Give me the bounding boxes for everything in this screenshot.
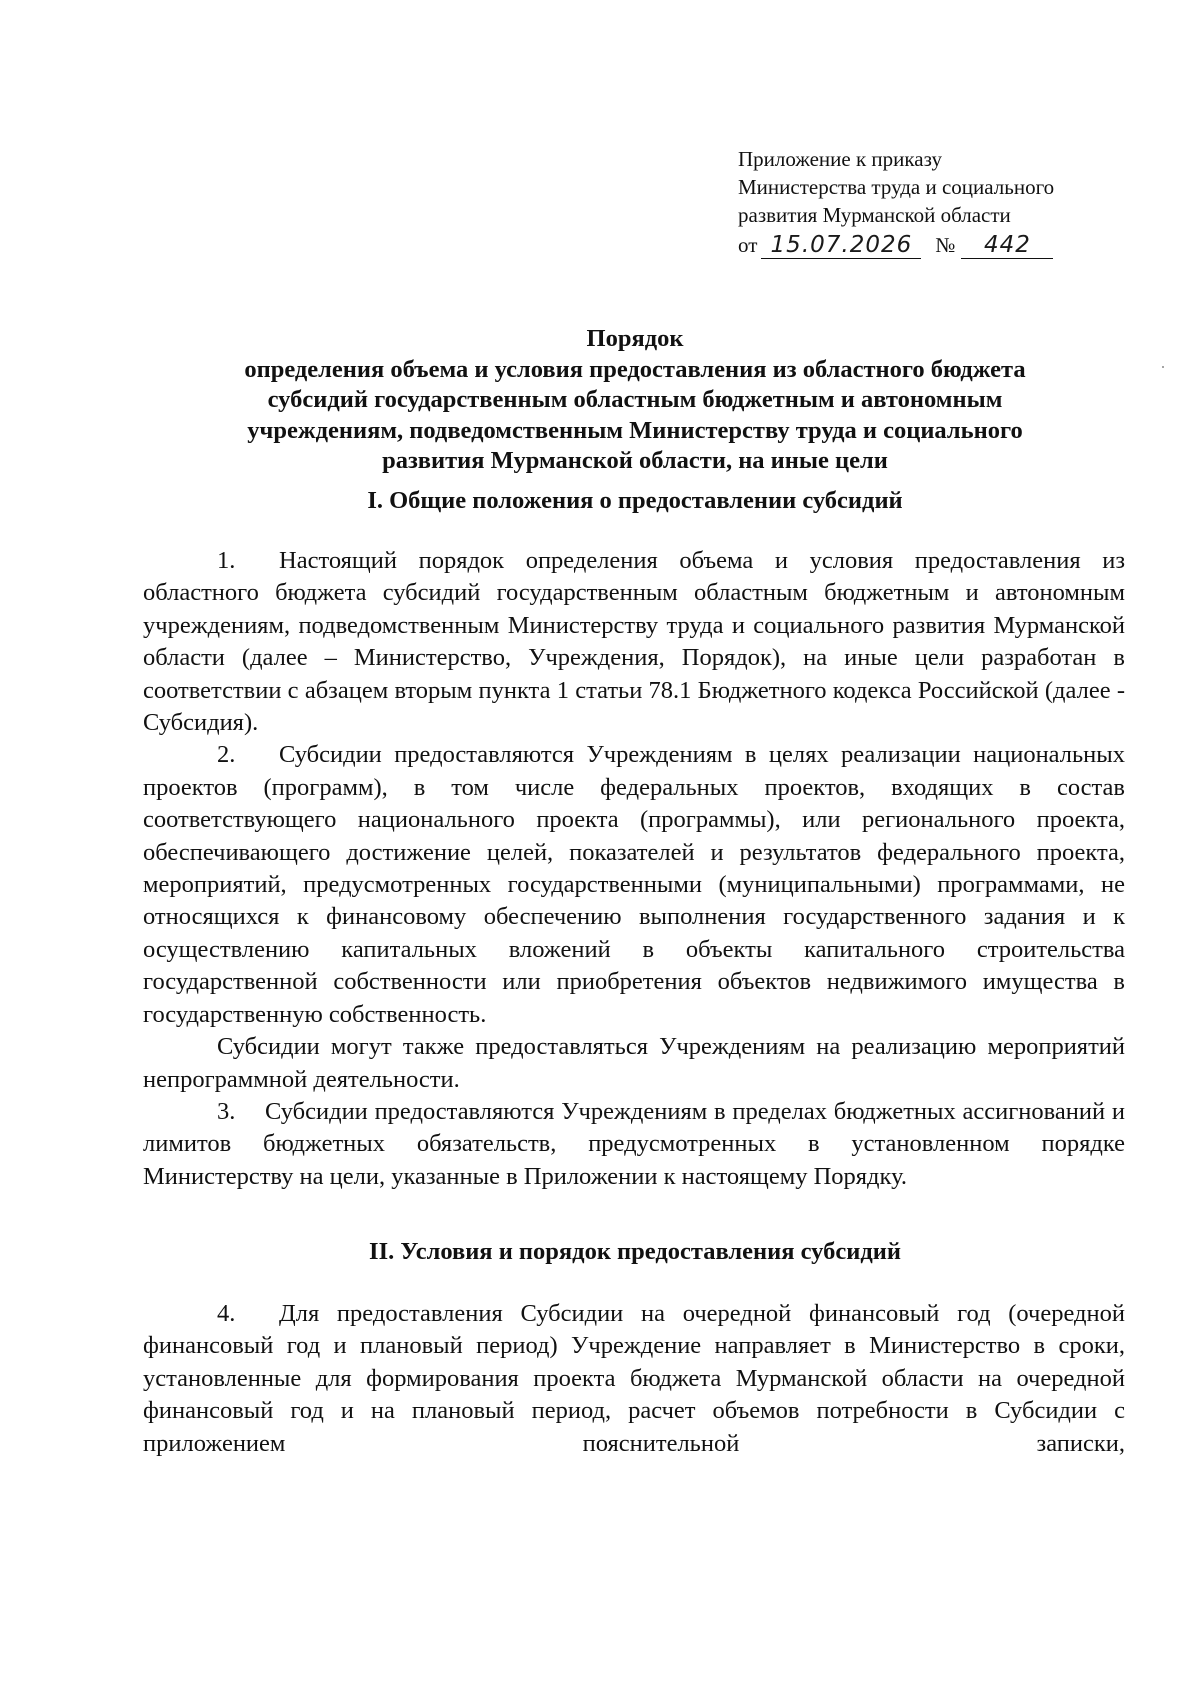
paragraph-text: Субсидии предоставляются Учреждениям в целях реализации национальных проектов (программ), в том числе федеральных проектов, входящих в состав соответствующего национального проекта (программы), или регионального проекта, обеспечивающего достижение целей, показателей и результатов федерального проекта, мероприятий, предусмотренных государственными (муниципальными) программами, не относящихся к финансовому обеспечению выполнения государственного задания и к осуществлению капитальных вложений в объекты капитального строительства государственной собственности или приобретения объектов недвижимого имущества в государственную собственность. [143,741,1125,1028]
approval-line-1: Приложение к приказу [738,147,942,171]
paragraph-3 [143,1096,1125,1193]
section-2-heading: II. Условия и порядок предоставления субсидий [369,1238,901,1265]
section-1-heading: I. Общие положения о предоставлении субсидий [367,487,903,514]
title-line-2: определения объема и условия предоставления из областного бюджета [244,355,1026,383]
paragraph-text: Для предоставления Субсидии на очередной финансовый год (очередной финансовый год и плановый период) Учреждение направляет в Министерство в сроки, установленные для формирования проекта бюджета Мурманской области на очередной финансовый год и на плановый период, расчет объемов потребности в Субсидии с приложением пояснительной записки, [143,1300,1125,1457]
paragraph-number: 1. [217,547,236,574]
approval-block [738,145,1138,259]
title-line-3: субсидий государственным областным бюджетным и автономным [267,386,1003,413]
number-prefix: № [935,233,956,257]
paragraph-2-continuation [143,1031,1125,1096]
paragraph-number: 3. [217,1097,236,1125]
title-line-1: Порядок [586,325,684,352]
section-1-body [143,545,1125,1193]
section-2-body [143,1298,1125,1460]
paragraph-text: Субсидии могут также предоставляться Учреждениям на реализацию мероприятий непрограммной деятельности. [143,1033,1125,1093]
approval-line-2: Министерства труда и социального [738,175,1055,199]
paragraph-text: Настоящий порядок определения объема и условия предоставления из областного бюджета субсидий государственным областным бюджетным и автономным учреждениям, подведомственным Министерству труда и социального развития Мурманской области (далее – Министерство, Учреждения, Порядок), на иные цели разработан в соответствии с абзацем вторым пункта 1 статьи 78.1 Бюджетного кодекса Российской (далее - Субсидия). [143,547,1125,737]
handwritten-date: 15.07.2026 [761,232,921,259]
scan-speck [1162,366,1164,368]
title-line-5: развития Мурманской области, на иные цели [382,447,888,474]
paragraph-number: 2. [217,741,236,769]
approval-line-3: развития Мурманской области [738,203,1011,227]
paragraph-1 [143,545,1125,739]
paragraph-number: 4. [217,1300,236,1327]
paragraph-text: Субсидии предоставляются Учреждениям в пределах бюджетных ассигнований и лимитов бюджетных обязательств, предусмотренных в установленном порядке Министерству на цели, указанные в Приложении к настоящему Порядку. [143,1097,1125,1190]
approval-date-row [738,231,1138,259]
handwritten-number: 442 [961,232,1053,259]
paragraph-2 [143,739,1125,1031]
paragraph-4 [143,1298,1125,1460]
title-line-4: учреждениям, подведомственным Министерству труда и социального [247,416,1023,444]
date-prefix: от [738,233,758,257]
document-title [140,324,1130,477]
